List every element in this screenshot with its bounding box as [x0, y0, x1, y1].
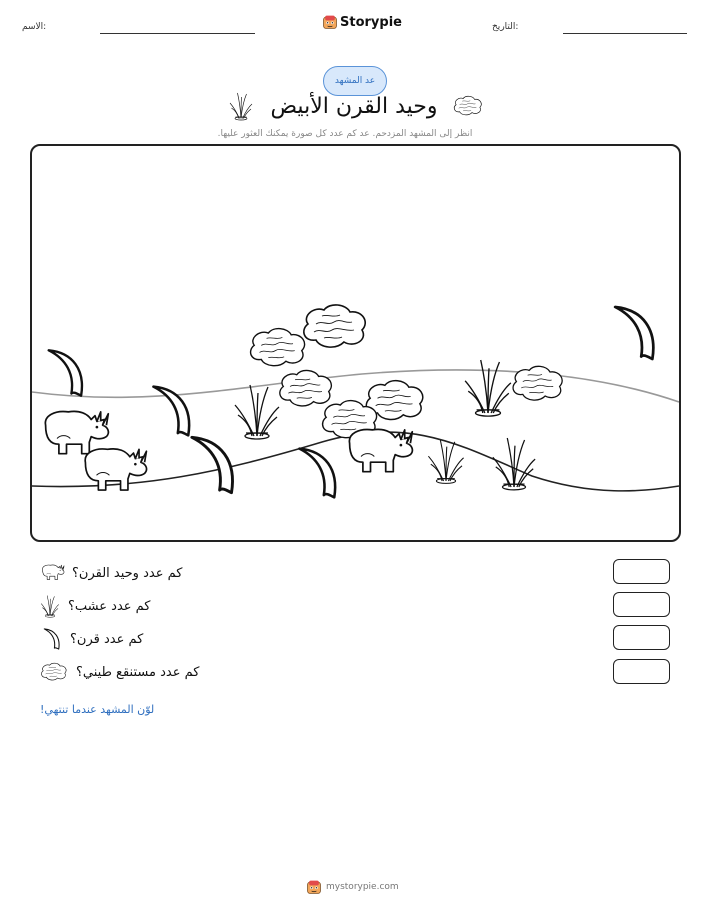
page-title: وحيد القرن الأبيض: [270, 94, 438, 119]
mud-puddle: [280, 370, 332, 405]
storypie-logo-icon: [322, 14, 338, 30]
rhino: [45, 411, 108, 453]
instructions-text: انظر إلى المشهد المزدحم. عد كم عدد كل صورة يمكنك العثور عليها.: [217, 129, 473, 139]
mud-icon: [452, 95, 484, 117]
footer-url[interactable]: mystorypie.com: [326, 882, 399, 892]
question-rhino: كم عدد وحيد القرن؟: [72, 566, 183, 581]
rhino-icon: [40, 561, 66, 581]
grass-clump: [428, 440, 463, 483]
question-horn: كم عدد قرن؟: [70, 632, 144, 647]
footer: [306, 879, 406, 897]
rhino: [349, 429, 412, 471]
storypie-logo-icon: [306, 879, 322, 895]
name-label: الاسم:: [22, 22, 47, 32]
grass-icon: [228, 91, 254, 121]
horn: [49, 350, 82, 395]
brand-name: Storypie: [340, 15, 402, 30]
horn: [299, 449, 335, 498]
horn: [615, 307, 653, 359]
answer-box-horn[interactable]: [613, 625, 670, 650]
back-hill-line: [32, 370, 679, 402]
horn-icon: [42, 627, 62, 651]
brand-header: [322, 14, 402, 32]
grass-icon: [40, 593, 60, 619]
horn: [192, 437, 233, 492]
mud-puddle: [251, 329, 305, 366]
name-line[interactable]: [100, 33, 255, 34]
mud-puddle: [513, 366, 562, 400]
date-line[interactable]: [563, 33, 687, 34]
answer-box-grass[interactable]: [613, 592, 670, 617]
answer-box-rhino[interactable]: [613, 559, 670, 584]
color-scene-note: لوّن المشهد عندما تنتهي!: [40, 703, 155, 716]
grass-clump: [235, 385, 279, 439]
scene-frame[interactable]: [30, 144, 681, 542]
mud-icon: [40, 662, 68, 682]
grass-clump: [493, 438, 535, 490]
scene-illustration: [32, 146, 679, 540]
grass-clump: [465, 360, 511, 416]
date-label: التاريخ:: [492, 22, 519, 32]
answer-box-mud[interactable]: [613, 659, 670, 684]
count-scene-badge: عد المشهد: [323, 66, 387, 96]
question-mud: كم عدد مستنقع طيني؟: [76, 665, 200, 680]
question-grass: كم عدد عشب؟: [68, 599, 151, 614]
mud-puddle: [304, 305, 365, 347]
